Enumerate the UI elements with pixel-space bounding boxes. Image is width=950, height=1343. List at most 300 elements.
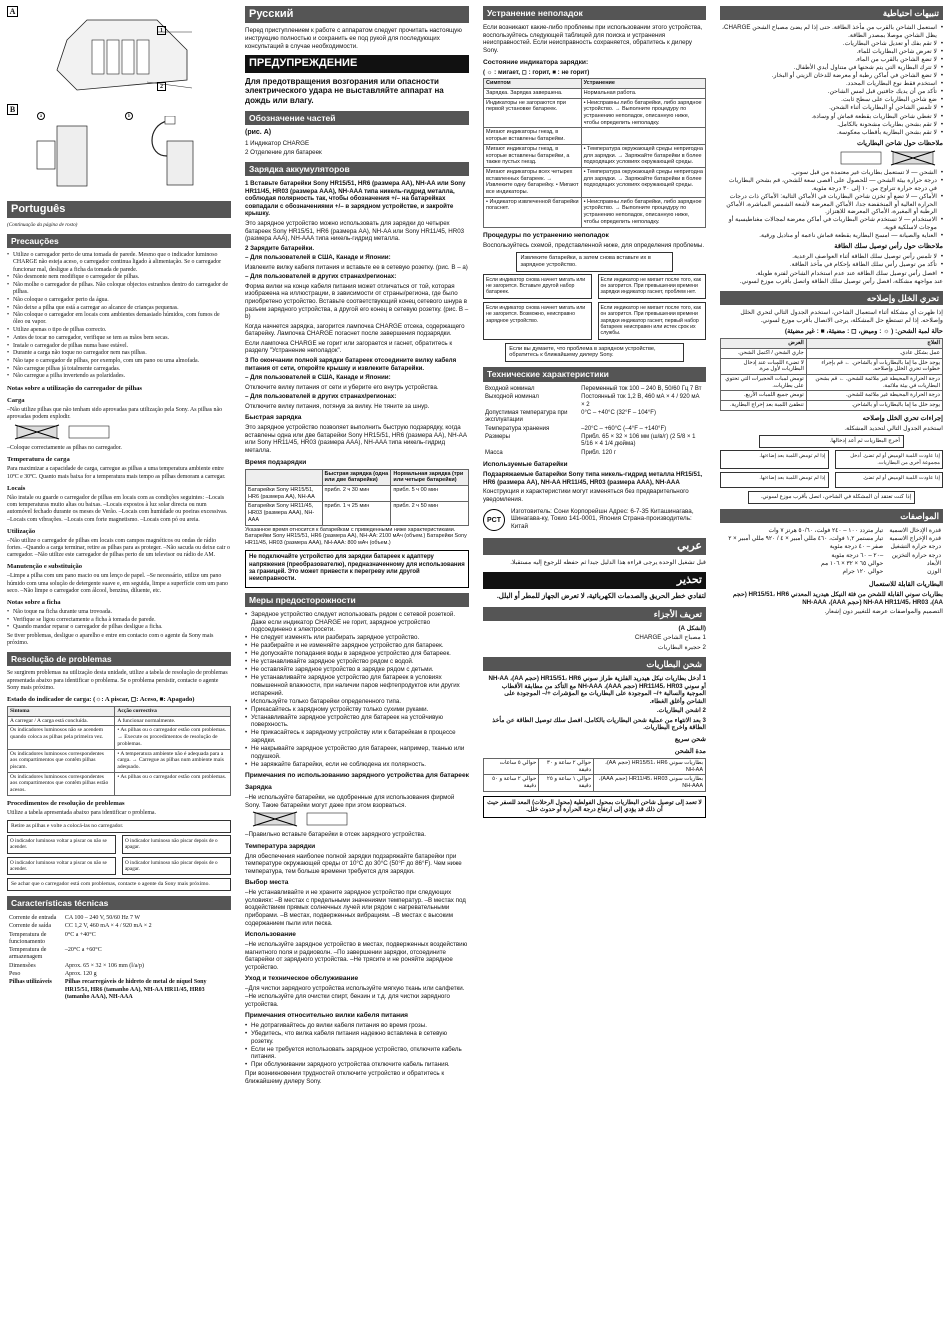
list-item: • تأكد من أن يديك جافتين قبل لمس الشاحن. (720, 88, 943, 96)
table-header: Устранение (581, 79, 705, 89)
indicator-legend: ( ☼ : мигает, ◻ : горит, ■ : не горит) (483, 68, 590, 76)
table-row (7, 971, 231, 979)
note-util-text: –Não utilize o carregador de pilhas em locais com campos magnéticos ou ondas de rádio fortes. –Quando a carga terminar, retire as pilhas para as proteger. –Não sacuda ou deixe cair o carregador. –Não utilize este carregador de pilhas perto de um televisor ou rádio de AM. (7, 537, 230, 559)
list-item: • الاستخدام — لا تستخدم شاحن البطاريات في أماكن معرضة لمجالات مغناطيسية أو موجات لاسلكية قوية. (720, 216, 943, 231)
table-cell: درجة الحرارة المحيطة غير ملائمة للشحن. ← قم بشحن البطاريات في بيئة ملائمة. (806, 375, 942, 391)
column-portuguese (0, 0, 238, 1343)
arabic-charging-heading: شحن البطاريات (483, 657, 706, 671)
step-3-usa-heading: – Для пользователей в США, Канаде и Японии: (245, 374, 391, 382)
list-item: • Не заряжайте батарейки, если не соблюдена их полярность. (245, 761, 469, 769)
plug-notes-heading: ملاحظات حول رأس توصيل سلك الطاقة (834, 243, 943, 251)
callout-2: 2 (157, 82, 166, 91)
precautions-list (245, 611, 469, 768)
arabic-parts-heading: تعريف الأجزاء (483, 607, 706, 621)
indicator-state-heading: Estado do indicador de carga: (☼: A piscar, ◻: Aceso, ■: Apagado) (7, 696, 195, 704)
spec-value: Переменный ток 100 – 240 В, 50/60 Гц 7 Вт (581, 386, 702, 393)
table-row (720, 527, 943, 535)
table-header: Acção correctiva (115, 707, 231, 717)
step-2-usa-heading: – Для пользователей в США, Канаде и Японии: (245, 254, 391, 262)
table-cell: A funcionar normalmente. (115, 716, 231, 726)
table-cell: Мигают индикаторы всех четырех вставленных батареек. → Извлеките одну батарейку. • Мигают все индикаторы. (484, 167, 582, 197)
indicator-state-heading: حالة لمبة الشحن: ( ☼ : وميض، ◻ : مضيئة، ■ : غير مضيئة) (784, 328, 943, 336)
precautions-heading: Precauções (7, 234, 231, 248)
table-cell: درجة الحرارة المحيطة غير ملائمة للشحن. (806, 391, 942, 401)
troubleshooting-table (483, 78, 706, 227)
flow-box: O indicador luminoso voltar a piscar ou não se acender. (7, 835, 116, 854)
intro-text: Перед приступлением к работе с аппаратом следует прочитать настоящую инструкцию полностью и сохранить ее под рукой для последующих консультаций в случае необходимости. (245, 27, 462, 50)
list-item: • لا تضع الشاحن في أماكن رطبة أو معرضة للدخان الزيتي أو البخار. (720, 72, 943, 80)
table-cell: حوالي ٢ ساعة و ٣٠ دقيقة (539, 758, 594, 774)
table-cell: بطاريات سوني HR15/51، HR6 (حجم AA)، NH-AA (594, 758, 706, 774)
list-item: • Зарядное устройство следует использовать рядом с сетевой розеткой. Даже если индикатор CHARGE не горит, зарядное устройство подсоединено к электросети. (245, 611, 469, 634)
table-cell: прибл. 2 ч 50 мин (391, 502, 469, 525)
list-item: • Используйте только батарейки определенного типа. (245, 698, 469, 706)
flow-box: إذا عاودت اللمبة الوميض أو لم تضئ. (835, 472, 944, 488)
quick-charge-text: Это зарядное устройство позволяет выполнить быструю подзарядку, когда вставлены одна или две батарейки Sony HR15/51, HR6 (размера AA), NH-AA или Sony HR11/45, HR03 (размера AAA), NH-AAA типа никель-гидрид металла. (245, 424, 467, 455)
table-row (246, 502, 469, 525)
spec-label: Corrente de entrada (9, 914, 57, 921)
table-row (484, 144, 706, 167)
plug-illustration (17, 116, 237, 196)
list-item: • Не устанавливайте зарядное устройство для батареек в условиях повышенной влажности, при наличии паров нефтепродуктов или других испарений. (245, 674, 469, 697)
table-row (483, 433, 706, 449)
table-row (720, 544, 943, 552)
table-row (7, 931, 231, 947)
table-cell: Os indicadores luminosos correspondentes aos compartimentos que contêm pilhas estão acesos. (8, 772, 115, 795)
notes-use-heading: Использование (245, 931, 296, 939)
note-locais-heading: Locais (7, 484, 26, 492)
list-item: • Если не требуется использовать зарядное устройство, отключите кабель питания. (245, 1046, 469, 1061)
table-row (7, 962, 231, 970)
part-item: 1 مصباح الشاحن CHARGE (634, 634, 706, 642)
table-row (7, 979, 231, 1002)
spec-label: درجة حرارة التخزين (891, 552, 941, 559)
table-cell: حوالي ٥ ساعات (484, 758, 539, 774)
pct-certification-logo: PCT (483, 509, 505, 531)
step-3: 3 По окончании полной зарядки батареек отсоедините вилку кабеля питания от сети, откройте крышку и извлеките батарейки. (245, 356, 457, 372)
list-item: • Não tape o carregador de pilhas, por exemplo, com um pano ou uma almofada. (7, 358, 231, 365)
table-cell: Батарейки Sony HR11/45, HR03 (размера AAA), NH-AAA (246, 502, 323, 525)
procedures-heading: Procedimentos de resolução de problemas (7, 799, 125, 807)
list-item: • Не прикасайтесь к зарядному устройству или к батарейкам в процессе зарядки. (245, 729, 469, 744)
table-header: Быстрая зарядка (одна или две батарейки) (322, 469, 391, 485)
part-item: 2 حجيرة البطاريات (657, 644, 706, 652)
notes-temp-text: Для обеспечения наиболее полной зарядки подзаряжайте батарейки при температуре окружающей среды от 10°С до 30°С (50°F до 86°F). Чем ниже температура, тем больше времени требуется для зарядки. (245, 852, 462, 875)
spec-label: قدرة الإخراج الاسمية (889, 535, 941, 542)
notes-use-text: –Не используйте зарядное устройство в местах, подверженных воздействию магнитного поля и радиоволн. –По завершении зарядки, отсоедините батарейки от зарядного устройства. –Не трясите и не роняйте зарядное устройство. (245, 941, 468, 971)
plug-notes-list (245, 1022, 469, 1069)
note-carga-text: –Não utilize pilhas que não tenham sido aprovadas para utilização pela Sony. As pilhas não aprovadas podem explodir. (7, 406, 223, 420)
table-row (8, 772, 231, 795)
spec-label: Размеры (485, 433, 510, 440)
table-row (721, 375, 943, 391)
table-row (7, 914, 231, 922)
table-cell: جاري الشحن / اكتمل الشحن. (721, 348, 807, 358)
language-heading: Русский (245, 6, 469, 23)
specs-heading: Технические характеристики (483, 367, 706, 381)
notes-temp-heading: Температура зарядки (245, 842, 316, 850)
notes-place-text: –Не устанавливайте и не храните зарядное устройство при следующих условиях: –В местах с предельными значениями температур. –В местах под воздействием прямых солнечных лучей или рядом с нагревательными приборами. –В местах, подверженных вибрациям. –В местах с высоким содержанием пыли или песка. (245, 889, 466, 927)
note-temp-heading: Temperatura de carga (7, 456, 70, 464)
note-maint-text: –Limpe a pilha com um pano macio ou um lenço de papel. –Se necessário, utilize um pano húmido com uma solução de detergente suave e, em seguida, limpe a superfície com um pano seco. –Não limpe o carregador com álcool, benzina, diluente, etc. (7, 573, 228, 594)
list-item: • لا تلمس رأس توصيل سلك الطاقة أثناء العواصف الرعدية. (720, 253, 943, 261)
spec-label: Выходной номинал (485, 394, 539, 401)
spec-value: Прибл. 65 × 32 × 106 мм (ш/в/г) (2 5/8 × 1 5/16 × 4 1/4 дюйма) (581, 433, 696, 448)
precautions-list (7, 252, 231, 380)
charger-illustration (47, 10, 197, 100)
notes-plug-heading: Notas sobre a ficha (7, 599, 61, 606)
usable-batteries-text: Подзаряжаемые батарейки Sony типа никель-гидрид металла HR15/51, HR6 (размера AA), NH-AA HR11/45, HR03 (размера AAA), NH-AAA (483, 471, 703, 486)
table-row (483, 394, 706, 410)
table-row (483, 409, 706, 425)
flow-box: Если индикатор снова начнет мигать или не загорится. Вставьте другой набор батареек. (483, 274, 592, 299)
column-russian-arabic (476, 0, 713, 1343)
plug-notes-list (720, 253, 943, 277)
table-row (484, 197, 706, 227)
list-item: • لا تترك البطارية التي يتم شحنها في متناول أيدي الأطفال. (720, 64, 943, 72)
troubleshooting-table (7, 706, 231, 796)
spec-value: 0°C a +40°C (64, 931, 96, 938)
list-item: • تأكد من توصيل رأس سلك الطاقة بإحكام في مأخذ الطاقة. (720, 261, 943, 269)
specs-heading: Características técnicas (7, 896, 231, 910)
spec-label: Corrente de saída (9, 923, 51, 930)
notes-list (720, 169, 943, 239)
figure-a (7, 6, 231, 104)
troubleshooting-intro: Если возникают какие-либо проблемы при использовании этого устройства, воспользуйтесь следующей таблицей для поиска и устранения неисправностей. Если неисправность сохраняется, обратитесь к дилеру Sony. (483, 24, 703, 55)
note-util-heading: Utilização (7, 527, 36, 535)
list-item: • Устанавливайте зарядное устройство для батареек на устойчивую поверхность. (245, 714, 469, 729)
spec-value: تيار مستمر ١,٢ فولت، ٤٦٠ مللي أمبير × ٤ / ٩٢٠ مللي أمبير × ٢ (728, 535, 884, 542)
table-row (7, 947, 231, 963)
table-cell: • Температура окружающей среды непригодна для зарядки. → Заряжайте батарейки в более подходящих условиях окружающей среды. (581, 144, 705, 167)
notes-heading: Примечания по использованию зарядного устройства для батареек (245, 772, 469, 780)
note-maint-heading: Manutenção e substituição (7, 563, 83, 571)
list-item: • افصل رأس توصيل سلك الطاقة عند عدم استخدام الشاحن لفترة طويلة. (720, 270, 943, 278)
figure-b-label: B (7, 104, 18, 115)
specs-table (7, 914, 231, 1001)
table-cell: عمل بشكل عادي. (806, 348, 942, 358)
spec-value: 0°C – +40°C (32°F – 104°F) (581, 409, 656, 416)
list-item: • لا تغطي شاحن البطاريات بقطعة قماش أو وسادة. (720, 113, 943, 121)
warning-text: Для предотвращения возгорания или опасности электрического удара не выставляйте аппарат на дождь или влагу. (245, 76, 444, 105)
table-cell: Нормальная работа. (581, 88, 705, 98)
step-2-blink: Если лампочка CHARGE не горит или загорается и гаснет, обратитесь к разделу "Устранение неполадок". (245, 339, 453, 355)
spec-value: تيار متردد ١٠٠ – ٢٤٠ فولت، ٥٠/٦٠ هرتز ٧ وات (768, 527, 884, 534)
flow-end: Se achar que o carregador está com problemas, contacte o agente da Sony mais próximo. (7, 878, 231, 891)
list-item: • الأماكن — لا تضع أو تخزن شاحن البطاريات في الأماكن التالية: الأماكن ذات درجات الحرارة العالية أو المنخفضة جدا، الأماكن المعرضة لأشعة الشمس المباشرة، الأماكن الرطبة أو المغبرة، الأماكن المعرضة للاهتزاز. (720, 193, 943, 216)
table-header: Симптом (484, 79, 582, 89)
flow-box: إذا عاودت اللمبة الوميض أو لم تضئ. أدخل مجموعة أخرى من البطاريات. (835, 450, 944, 469)
table-header: Sintoma (8, 707, 115, 717)
usable-batteries-label: Используемые батарейки (483, 461, 568, 469)
list-item: • لا تضع الشاحن بالقرب من الماء. (720, 56, 943, 64)
adapter-notice: Не подключайте устройство для зарядки батареек к адаптеру напряжения (преобразователю), предназначенному для использования за границей. Это может привести к перегреву или другой неисправности. (245, 550, 469, 587)
list-item: • استعمل الشاحن بالقرب من مأخذ الطاقة. حتى إذا لم يضئ مصباح الشحن CHARGE، يظل الشاحن موصلا بمصدر الطاقة. (720, 24, 943, 39)
step-2: 2 Зарядите батарейки. (245, 244, 315, 252)
note-carga-heading: Carga (7, 396, 25, 404)
spec-value: –20°C a +60°C (64, 947, 102, 954)
table-row (8, 749, 231, 772)
table-cell: • A temperatura ambiente não é adequada para a carga. → Carregue as pilhas num ambiente mais adequado. (115, 749, 231, 772)
callout-1: 1 (157, 26, 166, 35)
spec-value: حوالي ١٢٠ جرام (842, 569, 884, 576)
notes-plug-list (7, 609, 231, 632)
flowchart (7, 820, 231, 891)
table-row (483, 386, 706, 394)
notes-care-heading: Уход и техническое обслуживание (245, 975, 359, 983)
list-item: • Não carregue a pilha invertendo as polaridades. (7, 373, 231, 380)
list-item: • لا تلمس الشاحن أو البطاريات أثناء الشحن. (720, 104, 943, 112)
list-item: • Quando mandar reparar o carregador de pilhas desligue a ficha. (7, 624, 231, 631)
spec-label: Peso (9, 971, 21, 978)
spec-value: CA 100 – 240 V, 50/60 Hz 7 W (64, 914, 141, 921)
table-header (246, 469, 323, 485)
flow-end: Если вы думаете, что проблема в зарядном устройстве, обратитесь к ближайшему дилеру Sony. (505, 343, 683, 363)
arabic-intro: قبل تشغيل الوحدة يرجى قراءة هذا الدليل جيدا ثم حفظه للرجوع إليه مستقبلا. (510, 559, 706, 567)
list-item: • Não toque na ficha durante uma trovoada. (7, 609, 231, 616)
table-row (483, 425, 706, 433)
charge-time-table (245, 469, 469, 526)
list-item: • Não carregue pilhas já totalmente carregadas. (7, 366, 231, 373)
troubleshooting-table (720, 338, 943, 411)
battery-icon (245, 811, 365, 827)
table-cell: • As pilhas ou o carregador estão com problemas. (115, 772, 231, 795)
flow-box: Если индикатор не мигает после того, как он загорится. При превышении времени зарядки индикатор гаснет, проблем нет. (598, 274, 707, 299)
manufacturer-info: Изготовитель: Сони Корпорейшн Адрес: 6-7-35 Киташинагава, Шинагава-ку, Токио 141-0001, Япония Страна-производитель: Китай (511, 507, 694, 530)
spec-label: Допустимая температура при эксплуатации (485, 409, 568, 424)
table-cell: حوالي ٢ ساعة و ٥٠ دقيقة (484, 775, 539, 791)
spec-label: Temperatura de armazenagem (9, 947, 47, 961)
table-cell: بطاريات سوني HR11/45، HR03 (حجم AAA)، NH-AAA (594, 775, 706, 791)
step-1: 1 Вставьте батарейки Sony HR15/51, HR6 (размера AA), NH-AA или Sony HR11/45, HR03 (размера AAA), NH-AAA типа никель-гидрид металла, соблюдая полярность так, чтобы обозначения +/– на батарейках совпадали с обозначениями +/– в зарядном устройстве, и закройте крышку. (245, 180, 466, 218)
flow-box: O indicador luminoso não piscar depois de o apagar. (122, 835, 231, 854)
table-cell: прибл. 5 ч 00 мин (391, 486, 469, 502)
list-item: • Durante a carga não toque no carregador nem nas pilhas. (7, 350, 231, 357)
figure-b-sub-b: b (125, 112, 133, 120)
spec-value: Pilhas recarregáveis de hidreto de metal de níquel Sony HR15/51, HR6 (tamanho AA), NH-AA HR11/45, HR03 (tamanho AAA), NH-AAA (64, 979, 207, 1000)
table-row (721, 401, 943, 411)
table-cell: A carregar / A carga está concluída. (8, 716, 115, 726)
flow-box: O indicador luminoso voltar a piscar ou não se acender. (7, 857, 116, 876)
list-item: • Não coloque o carregador em locais com ambientes demasiado húmidos, com fumos de óleo ou vapor. (7, 312, 231, 326)
flowchart (483, 252, 706, 362)
plug-notes-end: При возникновении трудностей отключите устройство и обратитесь к ближайшему дилеру Sony. (245, 1069, 445, 1085)
table-row (484, 88, 706, 98)
table-row (484, 167, 706, 197)
arabic-time-heading: مدة الشحن (674, 747, 706, 755)
arabic-step-2: 2 اشحن البطاريات. (656, 707, 706, 715)
flow-box: O indicador luminoso não piscar depois de o apagar. (122, 857, 231, 876)
column-arabic (713, 0, 950, 1343)
list-item: • لا تقم بفك أو تعديل شاحن البطاريات. (720, 40, 943, 48)
notes-charge-correct: –Правильно вставьте батарейки в отсек зарядного устройства. (245, 830, 426, 838)
list-item: • لا تقم بشحن البطارية بأقطاب معكوسة. (720, 129, 943, 137)
troubleshooting-intro: Se surgirem problemas na utilização desta unidade, utilize a tabela de resolução de problemas apresentada abaixo para identificar o problema. Se o problema persistir, contacte o agente Sony mais próximo. (7, 670, 228, 691)
battery-icon (7, 423, 127, 441)
table-cell: • Неисправны либо батарейки, либо зарядное устройство. → Выполните процедуру по устранению неполадок, описанную ниже, чтобы определить неполадку. (581, 197, 705, 227)
usable-batteries-text: بطاريات سوني القابلة للشحن من فئة النيكل هيدريد المعدني HR15/51، HR6 (حجم AA)، NH-AA HR11/45، HR03 (حجم AAA)، NH-AAA (732, 590, 943, 606)
parts-heading: Обозначение частей (245, 111, 469, 125)
arabic-step-1: 1 أدخل بطاريات نيكل هيدريد الفلزية طراز سوني HR15/51، HR6 (حجم AA)، NH-AA أو سوني HR11/45، HR03 (حجم AAA)، NH-AAA مع التأكد من مطابقة الأقطاب الموجبة والسالبة +/– الموجودة على البطاريات مع المؤشرات +/– الموجودة على الشاحن وأغلق الغطاء. (488, 674, 706, 705)
table-row (720, 560, 943, 568)
table-cell: Индикаторы не загораются при первой установке батареек. (484, 98, 582, 128)
procedures-heading: إجراءات تحري الخلل وإصلاحه (862, 414, 943, 422)
specs-table (720, 527, 943, 577)
table-cell: Мигают индикаторы гнезд, в которые вставлены батарейки. (484, 128, 582, 144)
table-cell: تومض جميع اللمبات الأربع. (721, 391, 807, 401)
spec-value: صفر – ٤٠ درجة مئوية (829, 544, 884, 551)
language-heading: Português (7, 201, 231, 218)
specs-heading: المواصفات (720, 509, 943, 523)
spec-value: حوالي ٦٥ × ٣٢ × ١٠٦ مم (821, 560, 884, 567)
table-cell: تومض لمبات الحجيرات التي تحتوي على بطاريات. (721, 375, 807, 391)
arabic-parts-figure-ref: (الشكل A) (678, 624, 706, 632)
list-item: • Não deixe a pilha que está a carregar ao alcance de crianças pequenas. (7, 305, 231, 312)
spec-label: Температура хранения (485, 425, 550, 432)
precautions-heading: تنبيهات احتياطية (720, 6, 943, 20)
warning-heading: ПРЕДУПРЕЖДЕНИЕ (245, 55, 469, 72)
list-item: • Не допускайте попадания воды в зарядное устройство для батареек. (245, 650, 469, 658)
troubleshooting-intro: إذا ظهرت أي مشكلة أثناء استعمال الشاحن، استخدم الجدول التالي لتحري الخلل وإصلاحه. إذا لم تستطع حل المشكلة، يرجى الاتصال بأقرب موزع لسوني. (740, 309, 943, 324)
figure-b (7, 104, 231, 196)
table-row (484, 758, 706, 774)
arabic-quick-heading: شحن سريع (674, 735, 706, 743)
figure-b-sub-a: a (37, 112, 45, 120)
arabic-charge-time-table (483, 758, 706, 792)
table-row (721, 391, 943, 401)
table-row (246, 486, 469, 502)
indicator-state-heading: Состояние индикатора зарядки: (483, 58, 589, 66)
list-item: • درجة حرارة بيئة الشحن — للحصول على أقصى سعة للشحن، قم بشحن البطاريات في درجة حرارة تتراوح من ١٠ إلى ٣٠ درجة مئوية. (720, 177, 943, 192)
table-row (8, 716, 231, 726)
spec-label: Temperatura de funcionamento (9, 931, 47, 945)
list-item: • ضع شاحن البطاريات على سطح ثابت. (720, 96, 943, 104)
procedures-heading: Процедуры по устранению неполадок (483, 231, 609, 239)
table-cell (581, 128, 705, 144)
list-item: • Instale o carregador de pilhas numa base estável. (7, 343, 231, 350)
design-note: التصميم والمواصفات عرضة للتغيير دون إشعار. (824, 608, 943, 616)
list-item: • Utilize o carregador perto de uma tomada de parede. Mesmo que o indicador luminoso CHARGE não esteja aceso, o carregador continua ligado à alimentação. Se o carregador funcionar mal, desligue a ficha da tomada de parede. (7, 252, 231, 274)
precautions-list (720, 24, 943, 136)
table-header: العرض (721, 339, 807, 349)
spec-label: الوزن (927, 569, 941, 576)
arabic-adapter-notice: لا تعمد إلى توصيل شاحن البطاريات بمحول الفولطية (محول الرحلات) المعد للسفر حيث أن ذلك قد يؤدي إلى ارتفاع درجة الحرارة أو حدوث خلل. (483, 796, 706, 819)
table-cell: • Индикатор извлеченной батарейки погаснет. (484, 197, 582, 227)
table-cell: • Температура окружающей среды непригодна для зарядки. → Заряжайте батарейки в более подходящих условиях окружающей среды. (581, 167, 705, 197)
step-3-other-text: Отключите вилку питания, потянув за вилку. Не тяните за шнур. (245, 402, 430, 410)
spec-label: Dimensões (9, 962, 36, 969)
list-item: • Не дотрагивайтесь до вилки кабеля питания во время грозы. (245, 1022, 469, 1030)
spec-value: –20°C – +60°C (–4°F – +140°F) (581, 425, 667, 432)
arabic-step-3: 3 بعد الانتهاء من عملية شحن البطاريات بالكامل، افصل سلك توصيل الطاقة عن مأخذ الطاقة واخرج البطاريات. (492, 716, 706, 732)
table-cell: Os indicadores luminosos não se acendem quando coloca as pilhas pela primeira vez. (8, 726, 115, 749)
procedures-intro: Воспользуйтесь схемой, представленной ниже, для определения проблемы. (483, 241, 705, 249)
procedures-intro: استخدم الجدول التالي لتحديد المشكلة. (844, 424, 943, 432)
step-2-lamp: Когда начнется зарядка, загорится лампочка CHARGE отсека, содержащего батарейку. Лампочка CHARGE погаснет после завершения подзарядки. (245, 322, 465, 338)
list-item: • Не накрывайте зарядное устройство для батареек, например, тканью или подушкой. (245, 745, 469, 760)
troubleshooting-heading: Resolução de problemas (7, 652, 231, 666)
table-cell: Os indicadores luminosos correspondentes aos compartimentos que contêm pilhas piscam. (8, 749, 115, 772)
table-cell: حوالي ١ ساعة و ٢٥ دقيقة (539, 775, 594, 791)
spec-label: Входной номинал (485, 386, 535, 393)
spec-value: –٢٠ – ٦٠ درجة مئوية (831, 552, 884, 559)
list-item: • لا تقم بشحن بطاريات مشحونة بالكامل. (720, 121, 943, 129)
battery-icon (823, 150, 943, 166)
charging-heading: Зарядка аккумуляторов (245, 162, 469, 176)
table-row (721, 358, 943, 374)
precautions-heading: Меры предосторожности (245, 593, 469, 607)
list-item: • الشحن — لا تستعمل بطاريات غير معتمدة من قبل سوني. (720, 169, 943, 177)
arabic-warning-text: لتفادي خطر الحريق والصدمات الكهربائية، لا تعرض الجهاز للمطر أو البلل. (496, 593, 706, 600)
flowchart (720, 435, 943, 503)
troubleshooting-heading: Устранение неполадок (483, 6, 706, 20)
list-item: • Не устанавливайте зарядное устройство рядом с водой. (245, 658, 469, 666)
table-row (721, 348, 943, 358)
spec-value: Aprox. 65 × 32 × 106 mm (l/a/p) (64, 962, 144, 969)
table-cell: прибл. 1 ч 25 мин (322, 502, 391, 525)
table-cell: • Неисправны либо батарейки, либо зарядное устройство. → Выполните процедуру по устранению неполадок, описанную ниже, чтобы определить неполадку. (581, 98, 705, 128)
charge-time-note: Указанное время относится к батарейкам с приведенными ниже характеристиками. Батарейки Sony HR15/51, HR6 (размера AA), NH-AA: 2100 мАч (объем.) Батарейки Sony HR11/45, HR03 (размера AAA), NH-AAA: 800 мАч (объем.) (245, 526, 467, 546)
list-item: • Utilize apenas o tipo de pilhas correcto. (7, 327, 231, 334)
spec-label: درجة حرارة التشغيل (890, 544, 941, 551)
list-item: • العناية والصيانة — امسح البطارية بقطعة قماش ناعمة أو مناديل ورقية. (720, 232, 943, 240)
list-item: • Прикасайтесь к зарядному устройству только сухими руками. (245, 706, 469, 714)
notes-care-text: –Для чистки зарядного устройства используйте мягкую ткань или салфетки. –Не используйте для очистки спирт, бензин и т.д. для чистки зарядного устройства. (245, 985, 465, 1008)
spec-label: Pilhas utilizáveis (9, 979, 52, 986)
notes-place-heading: Выбор места (245, 879, 289, 887)
plug-notes-heading: Примечания относительно вилки кабеля питания (245, 1012, 409, 1020)
table-row (483, 449, 706, 457)
table-row (484, 98, 706, 128)
note-temp-text: Para maximizar a capacidade de carga, carregue as pilhas a uma temperatura ambiente entre 10ºC e 30ºC. Quanto mais baixa for a temperatura mais tempo as pilhas demoram a carregar. (7, 466, 226, 480)
list-item: • Não coloque o carregador perto da água. (7, 297, 231, 304)
table-cell: Зарядка. Зарядка завершена. (484, 88, 582, 98)
part-item: 2 Отделение для батареек (245, 149, 322, 157)
table-cell: يوجد خلل ما إما بالبطاريات أو بالشاحن. (806, 401, 942, 411)
spec-label: الأبعاد (926, 560, 941, 567)
figure-a-label: A (7, 6, 18, 17)
flow-box: إذا لم تومض اللمبة بعد إضاءتها. (720, 472, 829, 488)
table-row (720, 569, 943, 577)
table-cell: لا تضيء اللمبات عند إدخال البطاريات لأول مرة. (721, 358, 807, 374)
table-row (720, 552, 943, 560)
spec-value: CC 1,2 V, 460 mA × 4 / 920 mA × 2 (64, 923, 152, 930)
troubleshooting-heading: تحري الخلل وإصلاحه (720, 291, 943, 305)
part-item: 1 Индикатор CHARGE (245, 139, 310, 147)
plug-notes-end: عند مواجهة مشكلة، افصل رأس توصيل سلك الطاقة واتصل بأقرب موزع لسوني. (739, 278, 943, 286)
specs-table (483, 386, 706, 458)
list-item: • Не разбирайте и не изменяйте зарядное устройство для батареек. (245, 642, 469, 650)
table-cell: Мигают индикаторы гнезд, в которые вставлены батарейки, а также пустых гнезд. (484, 144, 582, 167)
list-item: • Antes de tocar no carregador, verifique se tem as mãos bem secas. (7, 335, 231, 342)
procedures-intro: Utilize a tabela apresentada abaixo para identificar o problema. (7, 809, 156, 816)
list-item: • При обслуживании зарядного устройства отключите кабель питания. (245, 1061, 469, 1069)
flow-start: Извлеките батарейки, а затем снова вставьте их в зарядное устройство. (516, 252, 672, 272)
step-2-other-heading: – Для пользователей в других странах/регионах: (245, 273, 397, 281)
column-russian (238, 0, 476, 1343)
table-header: العلاج (806, 339, 942, 349)
parts-figure-ref: (рис. A) (245, 129, 272, 137)
flow-start: Retire as pilhas e volte a colocá-las no carregador. (7, 820, 231, 833)
table-row (8, 726, 231, 749)
table-cell: يوجد خلل ما إما بالبطاريات أو بالشاحن. ← قم بإجراء خطوات تحري الخلل وإصلاحه. (806, 358, 942, 374)
list-item: • Убедитесь, что вилка кабеля питания надежно вставлена в сетевую розетку. (245, 1030, 469, 1045)
usable-batteries-label: البطاريات القابلة للاستعمال (868, 580, 943, 588)
step-3-usa-text: Отключите вилку питания от сети и уберите его внутрь устройства. (245, 383, 439, 391)
step-2-other-text: Форма вилки на конце кабеля питания может отличаться от той, которая изображена на иллюстрации, в зависимости от страны/региона, где было приобретено устройство. Вставьте соответствующий конец сетевого шнура в разъем зарядного устройства, а другой его конец в сетевую розетку. (рис. B – b) (245, 282, 469, 321)
list-item: • لا تعرض شاحن البطاريات للماء. (720, 48, 943, 56)
notes-charge-heading: Зарядка (245, 784, 272, 792)
